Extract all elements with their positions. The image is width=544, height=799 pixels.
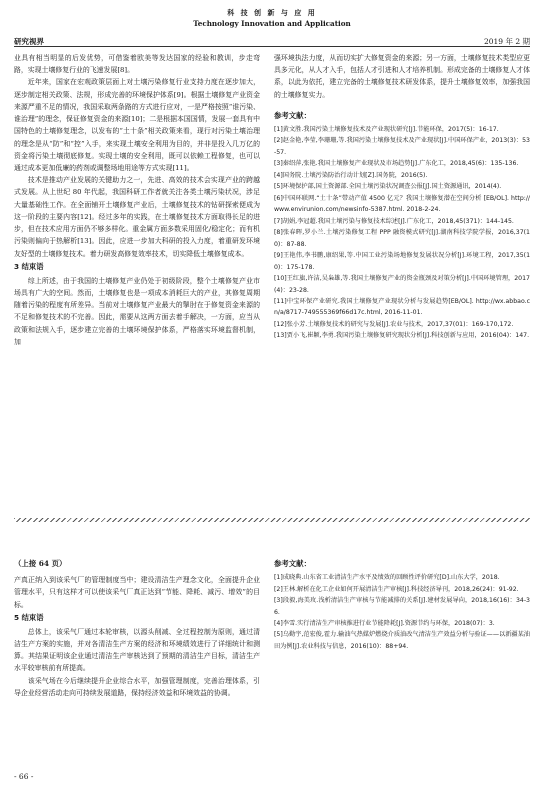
body-paragraph: 总体上，该采气厂通过本轮审核，以源头削减、全过程控制为原则，通过清洁生产方案的实施，并对各清洁生产方案的经济和环境绩效进行了详细统计和测算。其结果证明该企业通过清洁生产审核达到了预期的清洁生产目标，清洁生产水平较审核前有所提高。 xyxy=(14,627,260,673)
article-column-left xyxy=(14,52,260,348)
continued-article-left xyxy=(14,557,260,699)
journal-title-en: Technology Innovation and Application xyxy=(193,19,351,28)
journal-title-cn: 科 技 创 新 与 应 用 xyxy=(227,8,317,17)
reference-item: [2]赵金艳,李莹,李珊珊,等.我国污染土壤修复技术及产业现状[J].中国环保产业，2013(3)：53-57. xyxy=(274,137,530,156)
reference-item: [13]贾小飞,崔颖,李勇.我国污染土壤修复研究现状分析[J].科技创新与应用，2016(04)：147. xyxy=(274,332,530,340)
body-paragraph: 技术是推动产业发展的关键助力之一，先进、高效的技术会实现产业的跨越式发展。从上世纪 80 年代起，我国科研工作者就关注各类土壤污染状况，涉足大量基础性工作。在全面铺开土壤修复产业后，土壤修复技术的钻研探索便成为这一阶段的主要内容[12]。经过多年的实践，在土壤修复技术方面取得长足的进步，但在技术应用方面仍不够多样化。重金属方面多数采用固化/稳定化；而有机污染则偏向于热解析[13]。因此，应进一步加大科研的投入力度，着重研发环境友好型的土壤修复技术。着力研发高修复效率技术，切实降低土壤修复成本。 xyxy=(14,176,260,258)
reference-item: [5]乌勤宇,范宏俊,霍力.输油气热媒炉燃烧介质油改气清洁生产效益分析与验证——以新疆某油田为例[J].农业科技与信息，2016(10)：88+94. xyxy=(274,631,530,650)
body-paragraph: 该采气场在今后继续提升企业综合水平，加强管理制度，完善治理体系，引导企业经营活动走向可持续发展道路，保持经济效益和环境效益的协调。 xyxy=(14,676,260,697)
body-paragraph: 业具有相当明显的后发优势，可借鉴着欧美等发达国家的经验和教训，步走弯路，实现土壤修复行业的飞速发展[8]。 xyxy=(14,54,260,75)
article-separator xyxy=(14,518,530,522)
reference-item: [7]胡娟,李冠超.我国土壤污染与修复技术综述[J].广东化工，2018,45(371)：144-145. xyxy=(274,217,514,225)
page-number: - 66 - xyxy=(14,772,34,781)
reference-item: [4]李雪.实行清洁生产审核推进行业节能降耗[J].资源节约与环保，2018(07)：3. xyxy=(274,619,495,627)
continued-article-right xyxy=(274,557,530,652)
reference-item: [2]王林.解析在化工企业如何开展清洁生产审核[J].科技经济导刊，2018,26(24)：91-92. xyxy=(274,585,519,593)
section-label: 研究视界 xyxy=(14,37,44,46)
reference-item: [3]秦绍萍,张艳.我国土壤修复产业现状及市场趋势[J].广东化工，2018,45(6)：135-136. xyxy=(274,160,519,168)
page-header xyxy=(14,6,530,46)
issue-label: 2019 年 2 期 xyxy=(483,37,530,46)
continued-from-label: （上接 64 页） xyxy=(14,559,67,568)
reference-item: [11]中宝环保产业研究.我国土壤修复产业现状分析与发展趋势[EB/OL]. http://wx.abbao.cn/a/8717-749555369f66d17c.html, 2016-11-01. xyxy=(274,298,530,317)
body-paragraph: 近年来，国家在宏观政策层面上对土壤污染修复行业支持力度在逐步加大，逐步制定相关政策、法规，形成完善的环境保护体系[9]。根据土壤修复产业资金来源严重不足的情况，我国采取两条路的方式进行应对，一是严格按照“谁污染、谁治理”的理念，保证修复资金的来源[10]；二是根据本国国情，发展一套具有中国特色的土壤修复理念，以发布的“土十条”相关政策来看，现行对污染土壤治理的理念是从“防”和“控”入手，来实现土壤安全利用为目的，并非是投入几万亿的资金将污染土壤彻底修复。实现土壤的安全利用，既可以依赖工程修复，也可以通过成本更加低廉的药剂或调整场地用途等方式实现[11]。 xyxy=(14,78,260,172)
reference-item: [8]张春晖,罗小兰.土壤污染修复工程 PPP 融资模式研究[J].湖南科技学院学报，2016,37(10)：87-88. xyxy=(274,229,530,248)
body-paragraph: 综上所述，由于我国的土壤修复产业仍处于初级阶段，整个土壤修复产业市场具有广大的空间。然而，土壤修复也是一项成本消耗巨大的产业，其修复周期随着污染的程度有所差异。当前对土壤修复产业最大的掣肘在于修复资金来源的不足和修复技术的不完善。因此，需要从这两方面去着手解决，一方面，应当从政策和法规入手，逐步建立完善的土壤环境保护体系，严格落实环境监督机制，加 xyxy=(14,276,260,346)
reference-item: [4]国务院.土壤污染防治行动计划[Z].国务院，2016(5). xyxy=(274,171,428,179)
header-rule xyxy=(14,46,530,47)
references-heading: 参考文献： xyxy=(274,559,311,568)
reference-item: [1]黄文胜.我国污染土壤修复技术及产业现状研究[J].节能环保，2017(5)：16-17. xyxy=(274,125,499,133)
body-paragraph: 产真正纳入到该采气厂的管理制度当中；建设清洁生产理念文化，全面提升企业管理水平，只有这样才可以使该采气厂真正达到“节能、降耗、减污、增效”的目标。 xyxy=(14,576,260,609)
conclusion-heading: 3 结束语 xyxy=(14,261,44,271)
reference-item: [12]张小芳.土壤修复技术的研究与发展[J].农业与技术，2017,37(01)：169-170,172. xyxy=(274,320,514,328)
reference-item: [3]段毅,海美玫.浅析清洁生产审核与节能减排的关系[J].建材发展导向，2018,16(16)：34-36. xyxy=(274,597,530,616)
references-list xyxy=(274,124,530,342)
reference-item: [6]中国环联网.“土十条”带动产值 4500 亿元？我国土壤修复潜在空间分析 [EB/OL]. http://www.envirunion.com/newsinfo-5387.html. 2018-2-24. xyxy=(274,194,530,214)
body-paragraph: 强环境执法力度，从而切实扩大修复资金的来源；另一方面，土壤修复技术类型应更具多元化，从人才入手，包括人才引进和人才培养机制。形成完备的土壤修复人才体系，以此为依托，建立完备的土壤修复技术研发体系，提升土壤修复效率，加强我国的土壤修复实力。 xyxy=(274,54,530,99)
references-list xyxy=(274,572,530,652)
article-column-right xyxy=(274,52,530,342)
references-heading: 参考文献： xyxy=(274,110,311,120)
reference-item: [5]环境保护部,国土资源部.全国土壤污染状况调查公报[J].国土资源通讯，2014(4). xyxy=(274,183,502,191)
conclusion-heading: 5 结束语 xyxy=(14,612,44,622)
reference-item: [9]王艳伟,李书鹏,康绍果,等.中国工业污染场地修复发展状况分析[J].环境工程，2017,35(10)：175-178. xyxy=(274,252,530,271)
reference-item: [10]王红旗,许洁,吴枭雄,等.我国土壤修复产业的资金瓶颈及对策分析[J].中国环境管理，2017(4)：23-28. xyxy=(274,275,530,294)
reference-item: [1]成晓典.山东省工业清洁生产水平及绩效的回顾性评价研究[D].山东大学，2018. xyxy=(274,574,500,582)
